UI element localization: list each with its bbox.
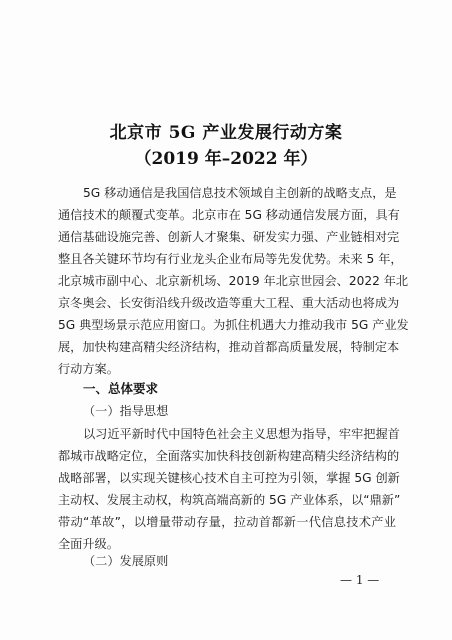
paragraph-line: 5G 移动通信是我国信息技术领域自主创新的战略支点，是	[83, 186, 397, 200]
paragraph-line: 北京城市副中心、北京新机场、2019 年北京世园会、2022 年北	[58, 274, 409, 288]
paragraph-line: 通信基础设施完善、创新人才聚集、研发实力强、产业链相对完	[58, 230, 400, 244]
paragraph-line: 战略部署，以实现关键核心技术自主可控为引领，掌握 5G 创新	[58, 471, 400, 485]
document-title: 北京市 5G 产业发展行动方案	[109, 123, 343, 143]
paragraph-line: 通信技术的颠覆式变革。北京市在 5G 移动通信发展方面，具有	[58, 208, 400, 222]
paragraph-line: 全面升级。	[58, 537, 119, 551]
paragraph-line: 5G 典型场景示范应用窗口。为抓住机遇大力推动我市 5G 产业发	[58, 318, 409, 332]
paragraph-line: 都城市战略定位，全面落实加快科技创新构建高精尖经济结构的	[58, 449, 400, 463]
guiding-paragraph	[58, 423, 401, 555]
paragraph-line: 主动权、发展主动权，构筑高端高新的 5G 产业体系，以“鼎新”	[58, 493, 401, 507]
intro-paragraph	[58, 182, 409, 380]
paragraph-line: 行动方案。	[58, 362, 119, 376]
section-heading: 一、总体要求	[83, 381, 159, 396]
subsection-heading: （一）指导思想	[83, 404, 169, 418]
paragraph-line: 以习近平新时代中国特色社会主义思想为指导，牢牢把握首	[83, 427, 400, 441]
paragraph-line: 带动“革故”，以增量带动存量，拉动首都新一代信息技术产业	[58, 515, 396, 529]
subsection-heading: （二）发展原则	[83, 554, 169, 568]
document-subtitle: （2019 年–2022 年）	[134, 149, 318, 169]
paragraph-line: 京冬奥会、长安街沿线升级改造等重大工程、重大活动也将成为	[58, 296, 400, 310]
paragraph-line: 整且各关键环节均有行业龙头企业布局等先发优势。未来 5 年，	[58, 252, 403, 266]
page-number: — 1 —	[340, 573, 380, 587]
paragraph-line: 展，加快构建高精尖经济结构，推动首都高质量发展，特制定本	[58, 340, 400, 354]
